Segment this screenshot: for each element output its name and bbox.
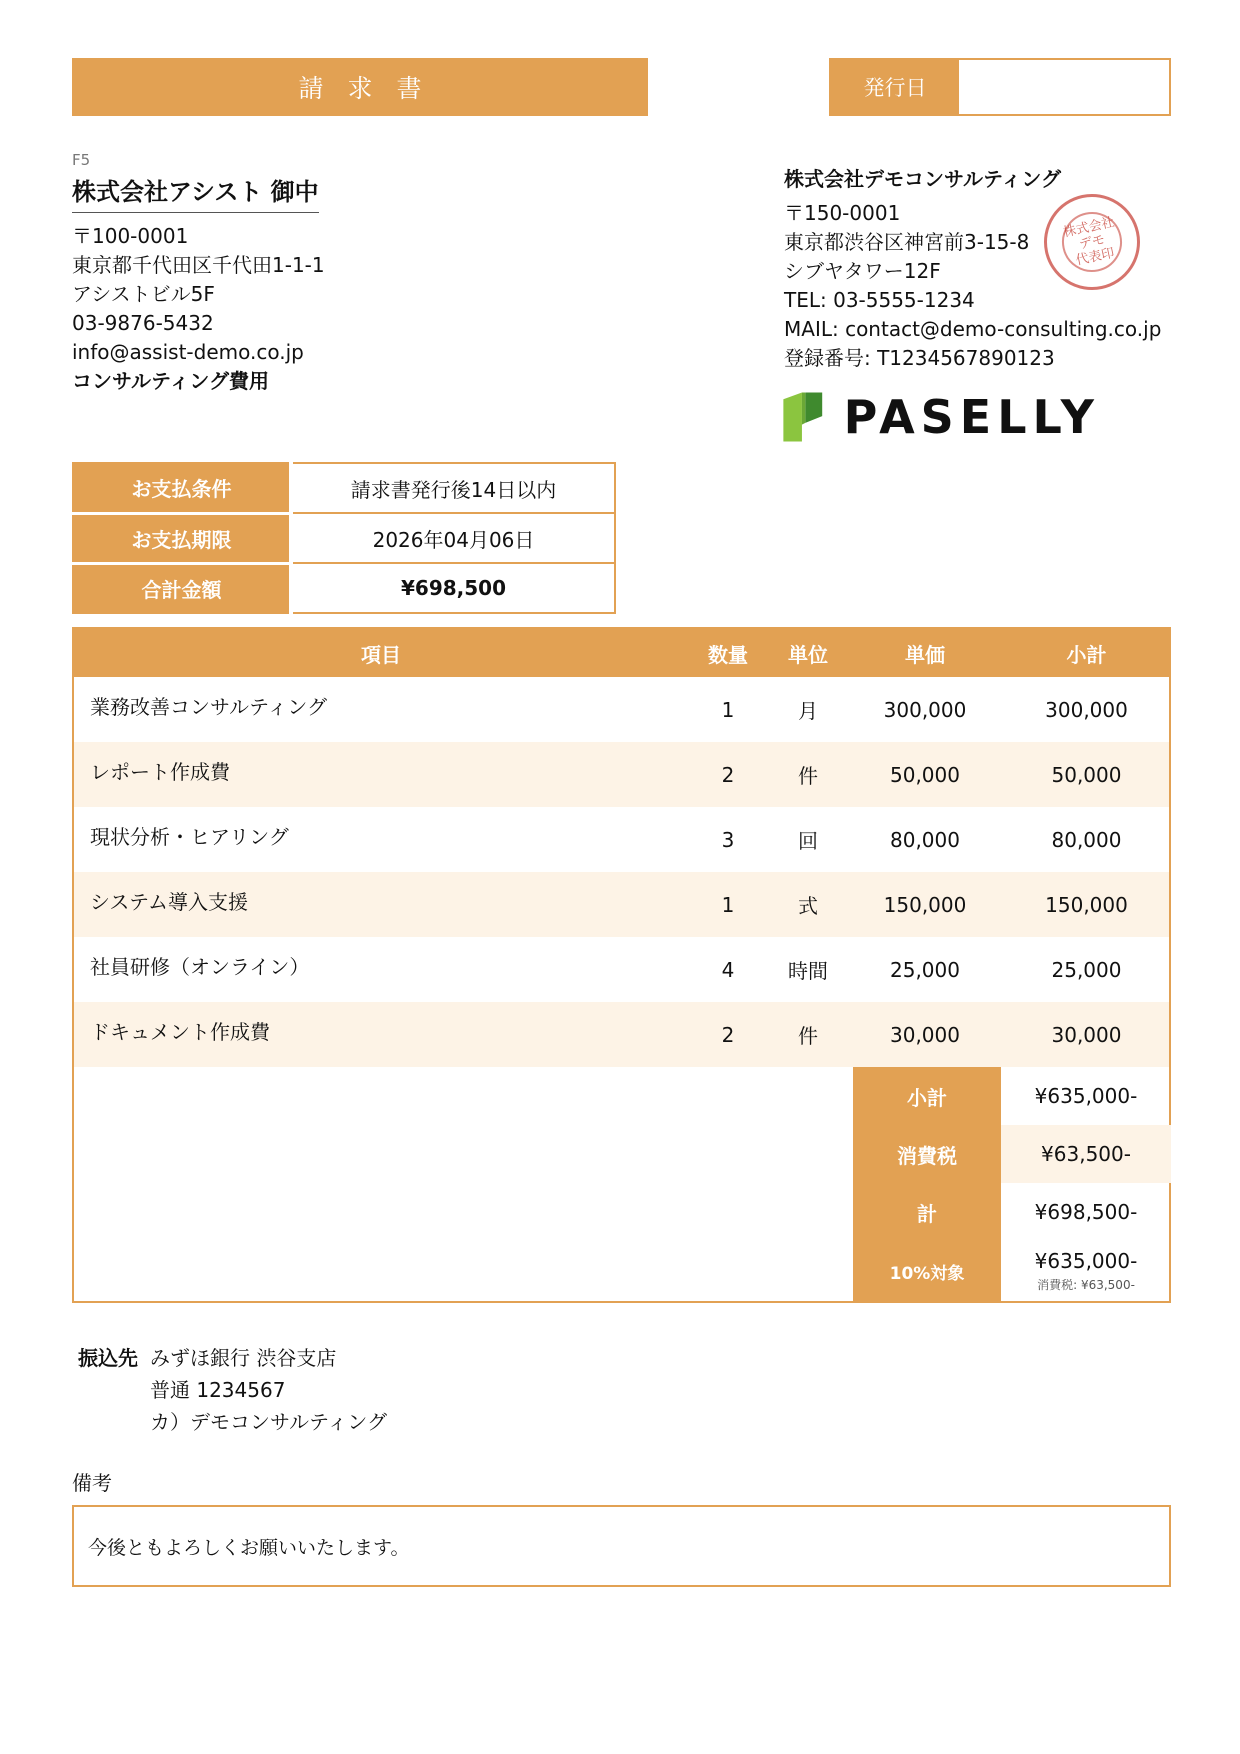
subtotal-label: 小計 [853, 1067, 1001, 1125]
client-address2: アシストビル5F [72, 282, 215, 306]
item-qty: 1 [721, 697, 735, 722]
payment-summary-table [72, 462, 616, 614]
item-name: 現状分析・ヒアリング [90, 825, 289, 849]
item-name: 業務改善コンサルティング [90, 695, 327, 719]
bank-details [150, 1342, 387, 1438]
seal-text: 株式会社 デモ 代表印 [1061, 214, 1116, 269]
tax-rate-base: ¥635,000- [1034, 1249, 1138, 1273]
item-unit: 件 [798, 764, 818, 788]
bank-name: みずほ銀行 渋谷支店 [150, 1346, 337, 1370]
item-subtotal: 150,000 [1045, 892, 1128, 917]
header-subtotal: 小計 [1066, 642, 1107, 667]
item-subtotal: 30,000 [1051, 1022, 1122, 1047]
bank-label: 振込先 [78, 1346, 138, 1370]
item-qty: 2 [721, 762, 735, 787]
subtotal-amount: ¥635,000- [1034, 1084, 1138, 1108]
header-unit: 単位 [788, 642, 828, 667]
line-items-table [72, 627, 1171, 1303]
header-item: 項目 [361, 642, 401, 667]
logo-wordmark: PASELLY [843, 390, 1100, 444]
grand-total-row [74, 1183, 1169, 1241]
subtotal-value [1001, 1067, 1171, 1125]
tax-rate-tax: 消費税: ¥63,500- [1037, 1278, 1135, 1292]
item-unit: 回 [798, 829, 818, 853]
issue-date-value[interactable] [959, 60, 1169, 114]
line-items-header [74, 629, 1169, 677]
tax-value [1001, 1125, 1171, 1183]
bank-account: 普通 1234567 [150, 1378, 286, 1402]
item-qty: 4 [721, 957, 735, 982]
tax-rate-row [74, 1241, 1169, 1301]
bank-holder: カ）デモコンサルティング [150, 1410, 387, 1434]
logo-mark-icon [780, 386, 826, 448]
total-amount-label: 合計金額 [73, 563, 291, 613]
item-qty: 1 [721, 892, 735, 917]
item-subtotal: 300,000 [1045, 697, 1128, 722]
issue-date-label: 発行日 [831, 60, 959, 114]
client-name: 株式会社アシスト 御中 [72, 172, 319, 213]
sender-address1: 東京都渋谷区神宮前3-15-8 [784, 230, 1030, 254]
client-phone: 03-9876-5432 [72, 311, 214, 335]
payment-terms-value: 請求書発行後14日以内 [291, 463, 615, 513]
payment-due-row [73, 513, 615, 563]
notes-text: 今後ともよろしくお願いいたします。 [88, 1536, 410, 1559]
table-row [74, 1002, 1169, 1067]
item-price: 80,000 [890, 827, 960, 852]
client-email: info@assist-demo.co.jp [72, 340, 304, 364]
payment-due-value: 2026年04月06日 [291, 513, 615, 563]
table-row [74, 677, 1169, 742]
client-address1: 東京都千代田区千代田1-1-1 [72, 253, 325, 277]
table-row [74, 742, 1169, 807]
sender-name: 株式会社デモコンサルティング [784, 167, 1061, 191]
item-price: 300,000 [883, 697, 967, 722]
issue-date-box [829, 58, 1171, 116]
client-info [72, 222, 325, 367]
item-price: 150,000 [883, 892, 967, 917]
sender-postal: 〒150-0001 [784, 201, 901, 225]
item-subtotal: 25,000 [1051, 957, 1122, 982]
item-price: 30,000 [890, 1022, 960, 1047]
item-unit: 月 [798, 699, 818, 723]
header-unit-price: 単価 [905, 642, 945, 667]
invoice-title: 請求書 [72, 58, 648, 116]
item-name: 社員研修（オンライン） [90, 955, 310, 979]
tax-rate-label: 10%対象 [853, 1241, 1001, 1301]
item-name: システム導入支援 [90, 890, 248, 914]
item-unit: 件 [798, 1024, 818, 1048]
sender-mail: MAIL: contact@demo-consulting.co.jp [784, 317, 1162, 341]
item-price: 50,000 [890, 762, 960, 787]
subtotal-row [74, 1067, 1169, 1125]
item-subtotal: 80,000 [1051, 827, 1122, 852]
client-code: F5 [72, 151, 91, 169]
header-qty: 数量 [708, 642, 748, 667]
company-logo [780, 386, 1100, 448]
tax-rate-value [1001, 1241, 1171, 1301]
tax-amount: ¥63,500- [1041, 1142, 1131, 1166]
tax-row [74, 1125, 1169, 1183]
notes-label: 備考 [72, 1471, 112, 1495]
item-subtotal: 50,000 [1051, 762, 1122, 787]
item-name: レポート作成費 [90, 760, 230, 784]
total-amount-value: ¥698,500 [291, 563, 615, 613]
table-row [74, 937, 1169, 1002]
sender-tel: TEL: 03-5555-1234 [784, 288, 975, 312]
notes-box [72, 1505, 1171, 1587]
seal-inner-ring [1056, 206, 1127, 277]
sender-address2: シブヤタワー12F [784, 259, 941, 283]
total-amount-row [73, 563, 615, 613]
payment-due-label: お支払期限 [73, 513, 291, 563]
item-unit: 式 [798, 894, 818, 918]
item-name: ドキュメント作成費 [90, 1020, 270, 1044]
payment-terms-label: お支払条件 [73, 463, 291, 513]
grand-total-value [1001, 1183, 1171, 1241]
item-price: 25,000 [890, 957, 960, 982]
item-qty: 2 [721, 1022, 735, 1047]
grand-total-label: 計 [853, 1183, 1001, 1241]
client-postal: 〒100-0001 [72, 224, 189, 248]
table-row [74, 872, 1169, 937]
item-qty: 3 [721, 827, 735, 852]
invoice-subject: コンサルティング費用 [72, 369, 269, 393]
grand-total-amount: ¥698,500- [1034, 1200, 1138, 1224]
payment-terms-row [73, 463, 615, 513]
tax-label: 消費税 [853, 1125, 1001, 1183]
sender-registration: 登録番号: T1234567890123 [784, 346, 1055, 370]
item-unit: 時間 [788, 959, 828, 983]
table-row [74, 807, 1169, 872]
